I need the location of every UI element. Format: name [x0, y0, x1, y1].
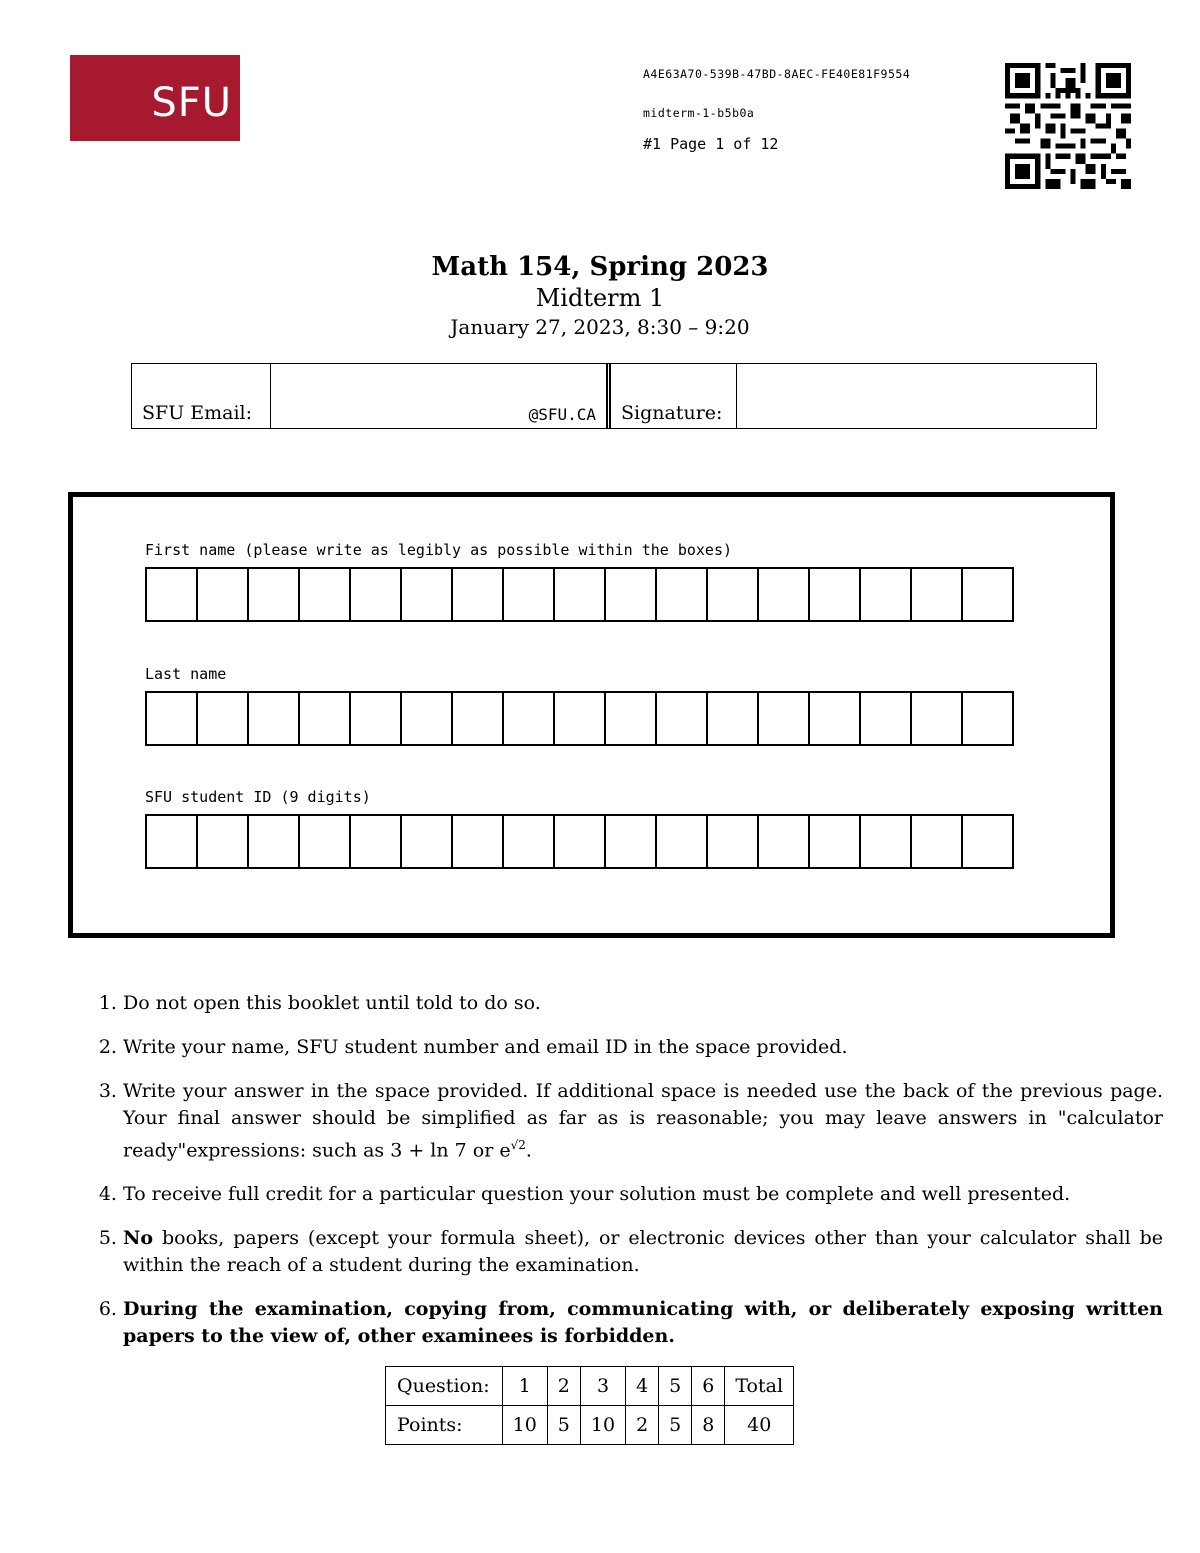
- input-box[interactable]: [604, 691, 657, 746]
- student-id-boxes[interactable]: [145, 814, 1012, 869]
- input-box[interactable]: [910, 814, 963, 869]
- question-cell: 5: [659, 1367, 692, 1406]
- instruction-3-end: .: [525, 1139, 532, 1162]
- input-box[interactable]: [349, 567, 402, 622]
- input-box[interactable]: [706, 814, 759, 869]
- exam-name: Midterm 1: [535, 284, 665, 312]
- instruction-5-bold: No: [123, 1227, 154, 1250]
- input-box[interactable]: [706, 567, 759, 622]
- input-box[interactable]: [298, 567, 351, 622]
- question-cell: 4: [626, 1367, 659, 1406]
- email-signature-row: [131, 363, 1097, 429]
- input-box[interactable]: [298, 691, 351, 746]
- input-box[interactable]: [757, 691, 810, 746]
- instruction-5: [123, 1225, 1163, 1279]
- question-cell: 3: [580, 1367, 625, 1406]
- question-cell: 2: [547, 1367, 580, 1406]
- instructions-list: [95, 990, 1163, 1367]
- instruction-6: [123, 1296, 1163, 1350]
- input-box[interactable]: [553, 814, 606, 869]
- input-box[interactable]: [553, 691, 606, 746]
- input-box[interactable]: [196, 567, 249, 622]
- first-name-boxes[interactable]: [145, 567, 1012, 622]
- instruction-4: [123, 1181, 1163, 1208]
- points-row: [386, 1406, 794, 1445]
- email-suffix: @SFU.CA: [528, 405, 596, 424]
- email-label: SFU Email:: [132, 364, 271, 428]
- instruction-2: [123, 1034, 1163, 1061]
- input-box[interactable]: [655, 691, 708, 746]
- input-box[interactable]: [247, 691, 300, 746]
- input-box[interactable]: [961, 691, 1014, 746]
- input-box[interactable]: [145, 691, 198, 746]
- question-row: [386, 1367, 794, 1406]
- input-box[interactable]: [247, 814, 300, 869]
- points-table: [385, 1366, 794, 1445]
- last-name-boxes[interactable]: [145, 691, 1012, 746]
- input-box[interactable]: [298, 814, 351, 869]
- instruction-2-text: Write your name, SFU student number and email ID in the space provided.: [123, 1036, 848, 1058]
- instruction-3-text: Write your answer in the space provided. If additional space is needed use the back of the previous page. Your final answer should be simplified as far as is reasonable; you may leave answers in "calculator ready"expressions: such as 3 + ln 7 or e: [123, 1080, 1163, 1162]
- question-cell: Total: [725, 1367, 794, 1406]
- points-cell: 5: [659, 1406, 692, 1445]
- sfu-logo: [70, 55, 240, 141]
- input-box[interactable]: [910, 691, 963, 746]
- input-box[interactable]: [808, 567, 861, 622]
- logo-text: SFU: [151, 80, 232, 126]
- input-box[interactable]: [400, 691, 453, 746]
- input-box[interactable]: [400, 567, 453, 622]
- email-field[interactable]: [271, 364, 611, 428]
- input-box[interactable]: [859, 814, 912, 869]
- points-cell: 10: [502, 1406, 547, 1445]
- instruction-1: [123, 990, 1163, 1017]
- instruction-6-text: During the examination, copying from, communicating with, or deliberately exposing written papers to the view of, other examinees is forbidden.: [123, 1298, 1163, 1348]
- signature-label: Signature:: [611, 364, 737, 428]
- signature-field[interactable]: [737, 364, 1096, 428]
- input-box[interactable]: [859, 567, 912, 622]
- points-label: Points:: [386, 1406, 503, 1445]
- input-box[interactable]: [502, 814, 555, 869]
- input-box[interactable]: [808, 814, 861, 869]
- input-box[interactable]: [961, 814, 1014, 869]
- input-box[interactable]: [145, 567, 198, 622]
- input-box[interactable]: [247, 567, 300, 622]
- input-box[interactable]: [451, 567, 504, 622]
- input-box[interactable]: [196, 814, 249, 869]
- input-box[interactable]: [349, 691, 402, 746]
- question-cell: 6: [692, 1367, 725, 1406]
- input-box[interactable]: [502, 567, 555, 622]
- input-box[interactable]: [859, 691, 912, 746]
- input-box[interactable]: [910, 567, 963, 622]
- input-box[interactable]: [349, 814, 402, 869]
- points-cell: 40: [725, 1406, 794, 1445]
- instruction-3-exponent: √2: [510, 1138, 526, 1152]
- input-box[interactable]: [706, 691, 759, 746]
- input-box[interactable]: [196, 691, 249, 746]
- exam-id: midterm-1-b5b0a: [643, 106, 755, 120]
- input-box[interactable]: [757, 567, 810, 622]
- instruction-3: [123, 1078, 1163, 1164]
- input-box[interactable]: [451, 691, 504, 746]
- course-title: Math 154, Spring 2023: [431, 252, 769, 282]
- input-box[interactable]: [553, 567, 606, 622]
- input-box[interactable]: [757, 814, 810, 869]
- input-box[interactable]: [604, 814, 657, 869]
- question-label: Question:: [386, 1367, 503, 1406]
- question-cell: 1: [502, 1367, 547, 1406]
- points-cell: 8: [692, 1406, 725, 1445]
- title-block: [0, 250, 1200, 342]
- first-name-label: First name (please write as legibly as possible within the boxes): [145, 541, 732, 559]
- input-box[interactable]: [400, 814, 453, 869]
- qr-code-icon: [1005, 63, 1131, 189]
- student-id-label: SFU student ID (9 digits): [145, 788, 371, 806]
- input-box[interactable]: [655, 567, 708, 622]
- input-box[interactable]: [145, 814, 198, 869]
- page-info: #1 Page 1 of 12: [643, 135, 779, 153]
- input-box[interactable]: [808, 691, 861, 746]
- points-cell: 2: [626, 1406, 659, 1445]
- points-cell: 10: [580, 1406, 625, 1445]
- input-box[interactable]: [604, 567, 657, 622]
- exam-uuid: A4E63A70-539B-47BD-8AEC-FE40E81F9554: [643, 67, 911, 81]
- identity-box: [68, 492, 1115, 938]
- input-box[interactable]: [655, 814, 708, 869]
- instruction-5-text: books, papers (except your formula sheet), or electronic devices other than your calculator shall be within the reach of a student during the examination.: [123, 1227, 1163, 1277]
- exam-date: January 27, 2023, 8:30 – 9:20: [450, 315, 750, 339]
- last-name-label: Last name: [145, 665, 227, 683]
- input-box[interactable]: [961, 567, 1014, 622]
- points-cell: 5: [547, 1406, 580, 1445]
- input-box[interactable]: [451, 814, 504, 869]
- instruction-1-text: Do not open this booklet until told to do so.: [123, 992, 541, 1014]
- input-box[interactable]: [502, 691, 555, 746]
- instruction-4-text: To receive full credit for a particular question your solution must be complete and well presented.: [123, 1183, 1071, 1206]
